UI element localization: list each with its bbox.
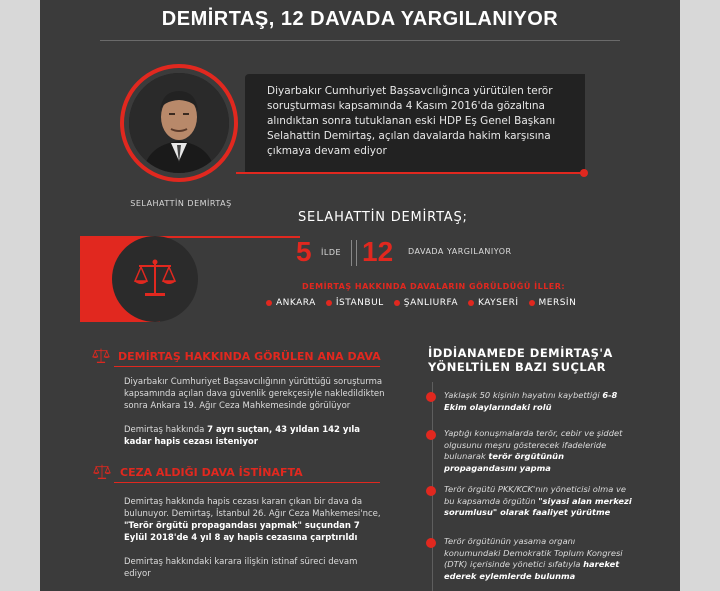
provinces-label: İLDE bbox=[321, 248, 342, 257]
crime-item: Terör örgütü PKK/KCK'nın yöneticisi olma ve bu kapsamda örgütün "siyasi alan merkezi sorumlusu" olarak faaliyet yürütme bbox=[428, 484, 638, 524]
city-item: MERSİN bbox=[529, 298, 577, 308]
accent-bar-top bbox=[236, 172, 586, 174]
cases-label: DAVADA YARGILANIYOR bbox=[408, 247, 512, 256]
count-separator bbox=[351, 240, 357, 266]
appeal-case-header bbox=[90, 462, 380, 482]
appeal-case-paragraph-2: Demirtaş hakkındaki karara ilişkin istinaf süreci devam ediyor bbox=[124, 557, 358, 579]
crime-item: Yaklaşık 50 kişinin hayatını kaybettiği 6-8 Ekim olaylarındaki rolü bbox=[428, 390, 638, 420]
infographic bbox=[40, 0, 680, 591]
scales-icon bbox=[131, 257, 179, 301]
cases-count: 12 bbox=[362, 236, 394, 267]
scales-icon bbox=[90, 462, 114, 482]
city-item: ANKARA bbox=[266, 298, 316, 308]
crime-item: Yaptığı konuşmalarda terör, cebir ve şiddet olgusunu meşru gösterecek ifadeleride bulunarak terör örgütünün propagandasını yapma bbox=[428, 428, 638, 472]
title-divider bbox=[100, 40, 620, 41]
appeal-case-heading: CEZA ALDIĞI DAVA İSTİNAFTA bbox=[120, 465, 303, 479]
city-item: ŞANLIURFA bbox=[394, 298, 458, 308]
page-title: DEMİRTAŞ, 12 DAVADA YARGILANIYOR bbox=[161, 8, 559, 30]
scales-icon bbox=[90, 346, 112, 366]
accent-bar-mid bbox=[80, 236, 300, 238]
city-item: KAYSERİ bbox=[468, 298, 519, 308]
crimes-heading: İDDİANAMEDE DEMİRTAŞ'A YÖNELTİLEN BAZI SUÇLAR bbox=[428, 346, 613, 374]
main-case-paragraph-1: Diyarbakır Cumhuriyet Başsavcılığının yürüttüğü soruşturma kapsamında açılan dava güvenlik gerekçesiyle nakledildikten sonra Ankara 19. Ağır Ceza Mahkemesinde görülüyor bbox=[124, 377, 385, 411]
portrait-frame bbox=[120, 64, 238, 182]
quote-text: Diyarbakır Cumhuriyet Başsavcılığınca yürütülen terör soruşturması kapsamında 4 Kasım 2016'da gözaltına alındıktan sonra tutuklanan eski HDP Eş Genel Başkanı Selahattin Demirtaş, açılan davalarda hakim karşısına çıkmaya devam ediyor bbox=[267, 85, 556, 157]
portrait-photo bbox=[129, 73, 229, 173]
summary-heading: SELAHATTİN DEMİRTAŞ; bbox=[298, 210, 468, 225]
main-case-paragraph-2: Demirtaş hakkında 7 ayrı suçtan, 43 yıldan 142 yıla kadar hapis cezası isteniyor bbox=[124, 425, 361, 447]
quote-panel bbox=[245, 74, 585, 172]
main-case-heading: DEMİRTAŞ HAKKINDA GÖRÜLEN ANA DAVA bbox=[118, 349, 381, 363]
cities-list bbox=[266, 298, 586, 308]
city-item: İSTANBUL bbox=[326, 298, 384, 308]
main-case-header bbox=[90, 346, 380, 366]
cities-heading: DEMİRTAŞ HAKKINDA DAVALARIN GÖRÜLDÜĞÜ İLLER: bbox=[302, 282, 566, 291]
portrait-caption: SELAHATTİN DEMİRTAŞ bbox=[130, 199, 232, 208]
scales-badge bbox=[112, 236, 198, 322]
provinces-count: 5 bbox=[296, 236, 312, 267]
crime-item: Terör örgütünün yasama organı konumundaki Demokratik Toplum Kongresi (DTK) içerisinde yönetici sıfatıyla hareket ederek eylemlerde bulunma bbox=[428, 536, 638, 580]
appeal-case-paragraph-1: Demirtaş hakkında hapis cezası kararı çıkan bir dava da bulunuyor. Demirtaş, İstanbul 26. Ağır Ceza Mahkemesi'nce, "Terör örgütü propagandası yapmak" suçundan 7 Eylül 2018'de 4 yıl 8 ay hapis cezasına çarptırıldı bbox=[124, 497, 381, 543]
